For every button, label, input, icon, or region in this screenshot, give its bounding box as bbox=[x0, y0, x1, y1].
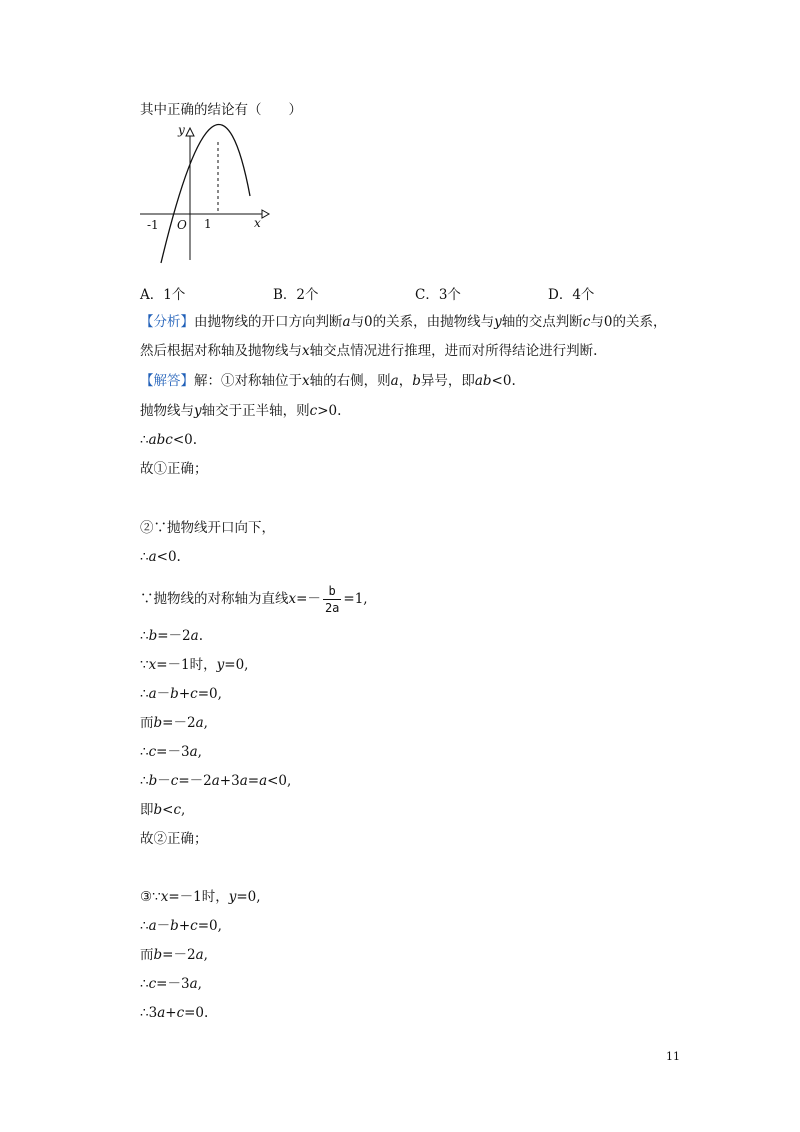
solution-line-6: ∴a<0. bbox=[140, 549, 181, 565]
tick-one: 1 bbox=[204, 217, 212, 231]
question-tail: 其中正确的结论有（ ） bbox=[140, 102, 302, 118]
solution-line-19: ∴c=－3a, bbox=[140, 976, 202, 992]
solution-tag: 【解答】 bbox=[140, 373, 194, 389]
solution-line-15: 故②正确； bbox=[140, 831, 208, 847]
solution-line-4: 故①正确； bbox=[140, 461, 208, 477]
analysis-tag: 【分析】 bbox=[140, 314, 194, 330]
page-number: 11 bbox=[666, 1050, 680, 1063]
solution-line-3: ∴abc<0. bbox=[140, 432, 198, 448]
solution-line-17: ∴a－b+c=0, bbox=[140, 918, 222, 934]
parabola-graph bbox=[138, 120, 273, 265]
option-a: A．1个 bbox=[140, 287, 186, 303]
option-d: D．4个 bbox=[548, 287, 595, 303]
solution-line-1: 【解答】解：①对称轴位于x轴的右侧，则a，b异号，即ab<0. bbox=[140, 373, 516, 389]
solution-line-5: ②∵抛物线开口向下， bbox=[140, 520, 275, 536]
solution-line-18: 而b=－2a, bbox=[140, 947, 208, 963]
fraction-b-over-2a: $\frac{b}{2a}$ bbox=[324, 584, 340, 615]
parabola-curve bbox=[161, 125, 250, 263]
solution-line-2: 抛物线与y轴交于正半轴，则c>0. bbox=[140, 403, 342, 419]
solution-line-8: ∴b=－2a. bbox=[140, 628, 204, 644]
solution-line-16: ③∵x=－1时，y=0, bbox=[140, 889, 261, 905]
analysis-line-1: 【分析】由抛物线的开口方向判断a与0的关系，由抛物线与y轴的交点判断c与0的关系， bbox=[140, 314, 667, 330]
analysis-line-2: 然后根据对称轴及抛物线与x轴交点情况进行推理，进而对所得结论进行判断. bbox=[140, 343, 598, 359]
solution-line-13: ∴b－c=－2a+3a=a<0, bbox=[140, 773, 292, 789]
y-axis-label: y bbox=[178, 123, 185, 137]
x-axis-arrow-icon bbox=[262, 210, 269, 218]
solution-line-9: ∵x=－1时，y=0, bbox=[140, 657, 249, 673]
solution-line-20: ∴3a+c=0. bbox=[140, 1005, 209, 1021]
solution-line-7: ∵抛物线的对称轴为直线x=－ $\frac{b}{2a}$ =1, bbox=[140, 584, 368, 615]
origin-label: O bbox=[177, 218, 187, 232]
y-axis-arrow-icon bbox=[186, 128, 194, 136]
x-axis-label: x bbox=[254, 216, 261, 230]
option-c: C．3个 bbox=[415, 287, 461, 303]
solution-line-10: ∴a－b+c=0, bbox=[140, 686, 222, 702]
solution-line-11: 而b=－2a, bbox=[140, 715, 208, 731]
option-b: B．2个 bbox=[273, 287, 319, 303]
tick-minus-one: -1 bbox=[147, 218, 159, 232]
solution-line-12: ∴c=－3a, bbox=[140, 744, 202, 760]
solution-line-14: 即b<c, bbox=[140, 802, 186, 818]
